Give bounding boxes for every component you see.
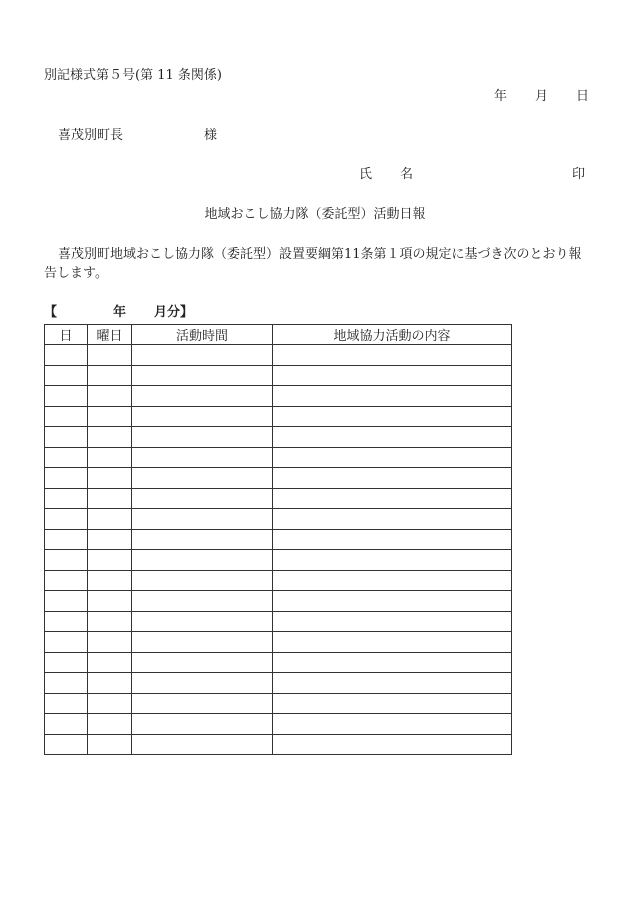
cell-activity-time[interactable] [132, 386, 273, 407]
cell-activity-time[interactable] [132, 365, 273, 386]
table-row [45, 468, 512, 489]
cell-day[interactable] [45, 611, 88, 632]
cell-activity-time[interactable] [132, 611, 273, 632]
date-day-label: 日 [576, 89, 590, 104]
activity-table [44, 324, 512, 755]
cell-day[interactable] [45, 632, 88, 653]
cell-activity-content[interactable] [273, 529, 512, 550]
period-open-bracket: 【 [44, 305, 58, 320]
header-day: 日 [45, 325, 88, 345]
seal-label: 印 [572, 167, 586, 182]
table-row [45, 693, 512, 714]
report-period [44, 306, 193, 319]
name-label [359, 168, 413, 181]
cell-day[interactable] [45, 427, 88, 448]
cell-activity-content[interactable] [273, 714, 512, 735]
cell-weekday[interactable] [88, 611, 132, 632]
cell-day[interactable] [45, 365, 88, 386]
cell-activity-time[interactable] [132, 427, 273, 448]
cell-weekday[interactable] [88, 714, 132, 735]
header-activity-time: 活動時間 [132, 325, 273, 345]
table-row [45, 509, 512, 530]
cell-activity-time[interactable] [132, 550, 273, 571]
cell-activity-time[interactable] [132, 468, 273, 489]
cell-weekday[interactable] [88, 447, 132, 468]
cell-day[interactable] [45, 345, 88, 366]
form-number: 別記様式第５号(第 11 条関係) [44, 68, 222, 83]
date-month-label: 月 [535, 89, 549, 104]
cell-day[interactable] [45, 447, 88, 468]
cell-day[interactable] [45, 693, 88, 714]
table-row [45, 386, 512, 407]
period-year-label: 年 [113, 305, 127, 320]
table-row [45, 529, 512, 550]
cell-weekday[interactable] [88, 734, 132, 755]
cell-activity-content[interactable] [273, 591, 512, 612]
cell-activity-content[interactable] [273, 427, 512, 448]
cell-weekday[interactable] [88, 591, 132, 612]
cell-activity-content[interactable] [273, 447, 512, 468]
cell-day[interactable] [45, 734, 88, 755]
cell-weekday[interactable] [88, 509, 132, 530]
cell-weekday[interactable] [88, 488, 132, 509]
cell-activity-content[interactable] [273, 345, 512, 366]
cell-activity-time[interactable] [132, 570, 273, 591]
header-activity-content: 地域協力活動の内容 [273, 325, 512, 345]
cell-activity-content[interactable] [273, 365, 512, 386]
cell-day[interactable] [45, 529, 88, 550]
cell-day[interactable] [45, 570, 88, 591]
table-body [45, 345, 512, 755]
cell-day[interactable] [45, 714, 88, 735]
cell-activity-time[interactable] [132, 447, 273, 468]
cell-weekday[interactable] [88, 550, 132, 571]
table-row [45, 447, 512, 468]
cell-weekday[interactable] [88, 652, 132, 673]
cell-activity-content[interactable] [273, 550, 512, 571]
cell-weekday[interactable] [88, 468, 132, 489]
cell-activity-content[interactable] [273, 652, 512, 673]
cell-day[interactable] [45, 673, 88, 694]
cell-day[interactable] [45, 468, 88, 489]
cell-activity-time[interactable] [132, 632, 273, 653]
cell-activity-content[interactable] [273, 509, 512, 530]
cell-activity-time[interactable] [132, 345, 273, 366]
table-row [45, 652, 512, 673]
cell-activity-time[interactable] [132, 529, 273, 550]
cell-day[interactable] [45, 509, 88, 530]
cell-activity-content[interactable] [273, 406, 512, 427]
cell-activity-time[interactable] [132, 406, 273, 427]
body-text: 喜茂別町地域おこし協力隊（委託型）設置要綱第11条第１項の規定に基づき次のとおり報告します。 [44, 247, 582, 281]
cell-activity-time[interactable] [132, 591, 273, 612]
date-year-label: 年 [494, 89, 508, 104]
period-month-label: 月分】 [154, 305, 194, 320]
table-row [45, 488, 512, 509]
table-row [45, 365, 512, 386]
table-row [45, 632, 512, 653]
cell-day[interactable] [45, 652, 88, 673]
table-row [45, 570, 512, 591]
cell-activity-content[interactable] [273, 570, 512, 591]
document-title: 地域おこし協力隊（委託型）活動日報 [204, 207, 426, 222]
cell-activity-time[interactable] [132, 509, 273, 530]
name-given-label: 名 [400, 167, 414, 182]
cell-day[interactable] [45, 591, 88, 612]
cell-weekday[interactable] [88, 570, 132, 591]
cell-weekday[interactable] [88, 345, 132, 366]
table-row [45, 734, 512, 755]
cell-weekday[interactable] [88, 365, 132, 386]
table-row [45, 345, 512, 366]
table-header-row [45, 325, 512, 345]
cell-weekday[interactable] [88, 632, 132, 653]
date-line [494, 90, 589, 103]
cell-weekday[interactable] [88, 406, 132, 427]
cell-day[interactable] [45, 488, 88, 509]
table-row [45, 406, 512, 427]
cell-weekday[interactable] [88, 386, 132, 407]
cell-activity-time[interactable] [132, 673, 273, 694]
cell-weekday[interactable] [88, 673, 132, 694]
cell-day[interactable] [45, 406, 88, 427]
cell-activity-time[interactable] [132, 693, 273, 714]
cell-activity-content[interactable] [273, 488, 512, 509]
table-row [45, 714, 512, 735]
name-family-label: 氏 [359, 167, 373, 182]
cell-activity-content[interactable] [273, 632, 512, 653]
cell-day[interactable] [45, 386, 88, 407]
cell-day[interactable] [45, 550, 88, 571]
cell-activity-content[interactable] [273, 468, 512, 489]
honorific: 様 [204, 128, 218, 143]
addressee: 喜茂別町長 [58, 128, 124, 143]
table-row [45, 591, 512, 612]
table-row [45, 427, 512, 448]
cell-activity-content[interactable] [273, 734, 512, 755]
table-row [45, 673, 512, 694]
cell-activity-content[interactable] [273, 693, 512, 714]
cell-activity-content[interactable] [273, 611, 512, 632]
cell-weekday[interactable] [88, 693, 132, 714]
cell-weekday[interactable] [88, 529, 132, 550]
header-weekday: 曜日 [88, 325, 132, 345]
cell-weekday[interactable] [88, 427, 132, 448]
cell-activity-time[interactable] [132, 652, 273, 673]
cell-activity-time[interactable] [132, 488, 273, 509]
table-row [45, 611, 512, 632]
table-row [45, 550, 512, 571]
cell-activity-time[interactable] [132, 734, 273, 755]
cell-activity-time[interactable] [132, 714, 273, 735]
cell-activity-content[interactable] [273, 386, 512, 407]
cell-activity-content[interactable] [273, 673, 512, 694]
